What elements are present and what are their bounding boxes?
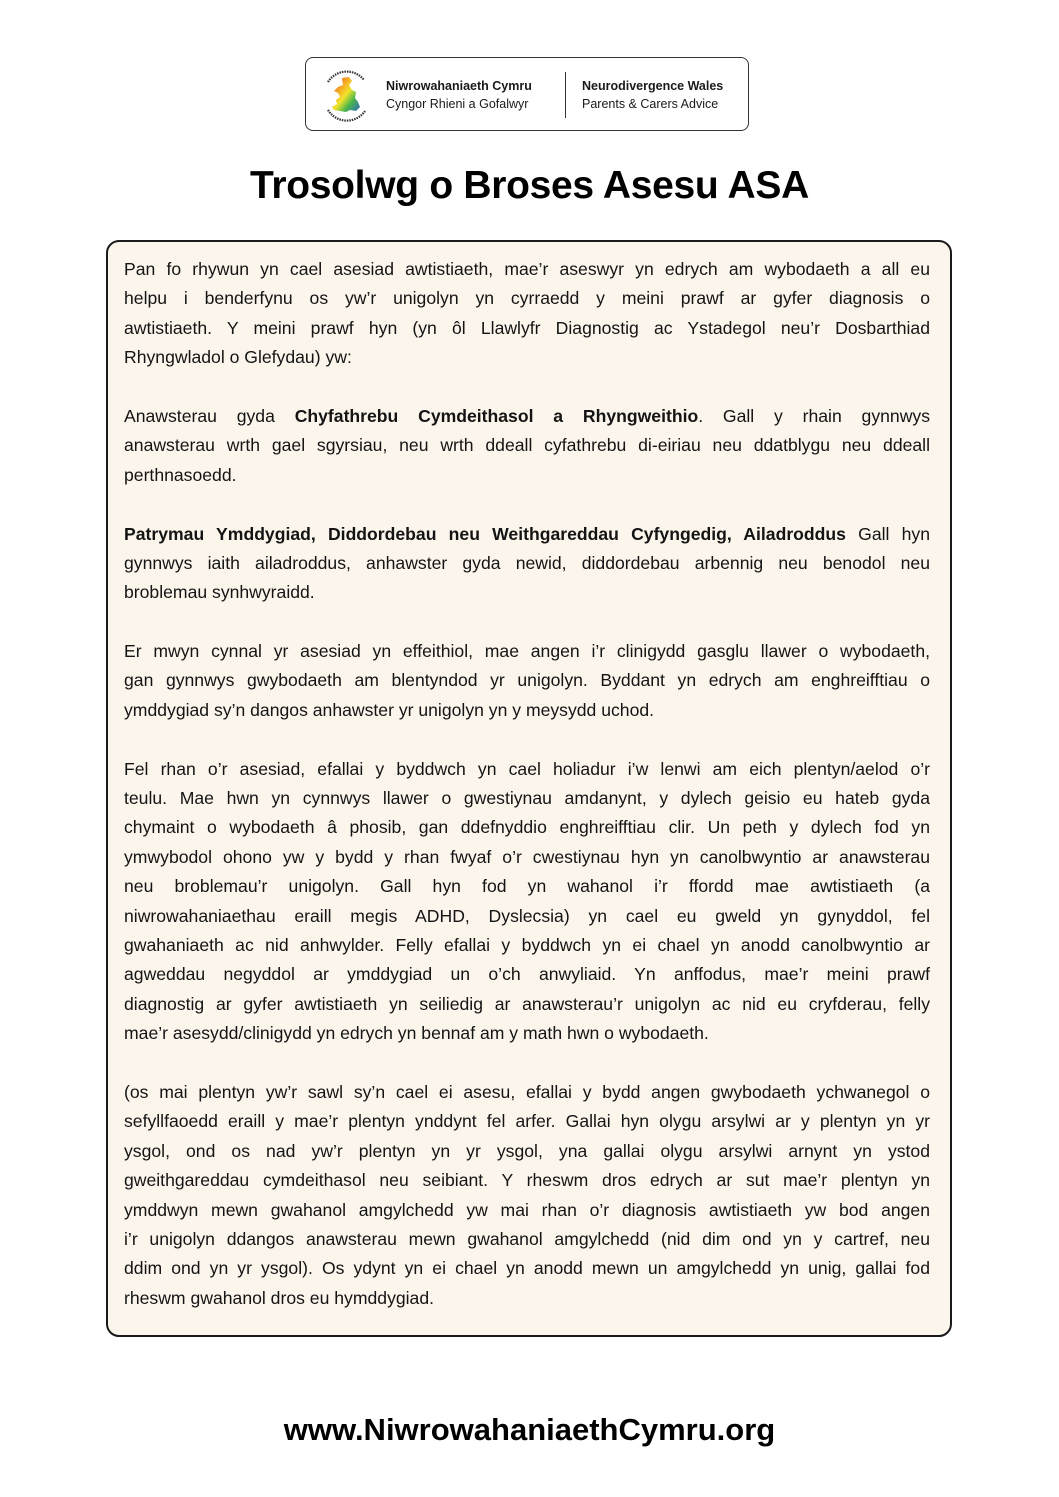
bold-term: Patrymau Ymddygiad, Diddordebau neu Weithgareddau Cyfyngedig, Ailadroddus [124,523,846,544]
body-text [124,255,930,1342]
text-line: agweddau negyddol ar ymddygiad un o’ch anwyliaid. Yn anffodus, mae’r meini prawf [124,964,930,985]
text-run: Gall hyn [845,523,930,544]
text-line: teulu. Mae hwn yn cynnwys llawer o gwestiynau amdanynt, y dylech geisio eu hateb gyda [124,788,930,809]
text-line: gynnwys iaith ailadroddus, anhawster gyda newid, diddordebau arbennig neu benodol neu [124,552,930,573]
text-line: niwrowahaniaethau eraill megis ADHD, Dyslecsia) yn cael eu gweld yn gynyddol, fel [124,905,930,926]
text-line: gan gynnwys gwybodaeth am blentyndod yr unigolyn. Byddant yn edrych am enghreifftiau o [124,670,930,691]
paragraph-information-gathering [124,637,930,725]
wales-map-logo-icon [318,66,374,124]
website-link[interactable]: www.NiwrowahaniaethCymru.org [283,1412,776,1447]
text-run: Anawsterau gyda [124,405,295,426]
text-line: helpu i benderfynu os yw’r unigolyn yn cyrraedd y meini prawf ar gyfer diagnosis o [124,288,930,309]
welsh-org-name [386,77,532,113]
paragraph-social-communication [124,402,930,490]
text-line: gwahaniaeth ac nid anhwylder. Felly efallai y byddwch yn ei chael yn anodd canolbwyntio ar [124,934,930,955]
paragraph-intro [124,255,930,373]
welsh-subtitle: Cyngor Rhieni a Gofalwyr [386,97,529,111]
english-subtitle: Parents & Carers Advice [582,97,719,111]
text-line: i’r unigolyn ddangos anawsterau mewn gwahanol amgylchedd (nid dim ond yn y cartref, neu [124,1228,930,1249]
english-title: Neurodivergence Wales [582,79,724,93]
text-line: rheswm gwahanol dros eu hymddygiad. [124,1287,435,1308]
text-line: sefyllfaoedd eraill y mae’r plentyn ynddynt fel arfer. Gallai hyn olygu arsylwi ar y plentyn yn yr [124,1111,930,1132]
text-line: neu broblemau’r unigolyn. Gall hyn fod yn wahanol i’r ffordd mae awtistiaeth (a [124,876,930,897]
text-line: Rhyngwladol o Glefydau) yw: [124,347,352,368]
bold-term: Chyfathrebu Cymdeithasol a Rhyngweithio [294,405,699,426]
text-line: mae’r asesydd/clinigydd yn edrych yn bennaf am y math hwn o wybodaeth. [124,1023,709,1044]
text-line: awtistiaeth. Y meini prawf hyn (yn ôl Llawlyfr Diagnostig ac Ystadegol neu’r Dosbarthiad [124,317,930,338]
welsh-title: Niwrowahaniaeth Cymru [386,79,532,93]
paragraph-repetitive-behaviour [124,520,930,608]
header-logo-banner [305,57,749,131]
text-line: perthnasoedd. [124,464,237,485]
page-title: Trosolwg o Broses Asesu ASA [250,164,809,207]
text-line [124,402,930,431]
text-line: ddim ond yn yr ysgol). Os ydynt yn ei chael yn anodd mewn un amgylchedd yn unig, gallai fod [124,1258,930,1279]
text-line: chymaint o wybodaeth â phosib, gan ddefnyddio enghreifftiau clir. Un peth y dylech fod yn [124,817,930,838]
paragraph-questionnaire [124,755,930,1049]
text-line: broblemau synhwyraidd. [124,582,315,603]
text-line: ysgol, ond os nad yw’r plentyn yn yr ysgol, yna gallai olygu arsylwi arnynt yn ystod [124,1140,930,1161]
text-line: ymddygiad sy’n dangos anhawster yr unigolyn yn y meysydd uchod. [124,699,655,720]
text-line: ymddwyn mewn gwahanol amgylchedd yw mai rhan o’r diagnosis awtistiaeth yw bod angen [124,1199,930,1220]
english-org-name [582,77,723,113]
text-line: Fel rhan o’r asesiad, efallai y byddwch yn cael holiadur i’w lenwi am eich plentyn/aelod o’r [124,758,930,779]
text-line: Pan fo rhywun yn cael asesiad awtistiaeth, mae’r aseswyr yn edrych am wybodaeth a all eu [124,259,930,279]
text-line: ymwybodol ohono yw y bydd y rhan fwyaf o’r cwestiynau hyn yn canolbwyntio ar anawsterau [124,846,930,867]
logo-divider [565,72,566,118]
text-line: Er mwyn cynnal yr asesiad yn effeithiol, mae angen i’r clinigydd gasglu llawer o wybodaeth, [124,641,930,662]
text-line: (os mai plentyn yw’r sawl sy’n cael ei asesu, efallai y bydd angen gwybodaeth ychwanegol o [124,1081,930,1102]
text-line: anawsterau wrth gael sgyrsiau, neu wrth ddeall cyfathrebu di-eiriau neu ddatblygu neu ddeall [124,435,930,456]
text-line: diagnostig ar gyfer awtistiaeth yn seiliedig ar anawsterau’r unigolyn ac nid eu cryfderau, felly [124,993,930,1014]
text-run: . Gall y rhain gynnwys [698,405,930,426]
text-line [124,520,930,549]
text-line: gweithgareddau cymdeithasol neu seibiant. Y rheswm dros edrych ar sut mae’r plentyn yn [124,1170,930,1191]
paragraph-other-settings [124,1078,930,1313]
